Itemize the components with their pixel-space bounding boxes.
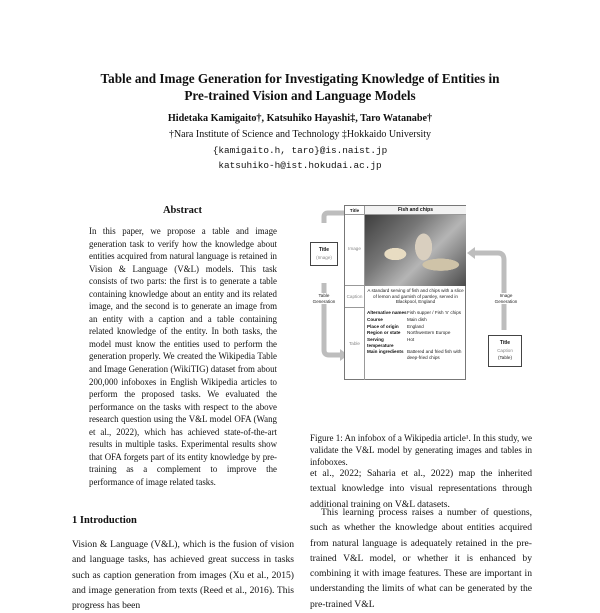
table-label: Table xyxy=(349,341,360,346)
abstract-text: In this paper, we propose a table and image generation task to verify how the knowledge about entities acquired from natural language is retained in Vision & Language (V&L) models. This task consists of two parts: the first is to generate a table containing knowledge about an entity and its related image, and the second is to generate an image from an entity with a caption and a table containing related knowledge of the entity. In both tasks, the model must know the entities used to perform the generation properly. We created the Wikipedia Table and Image Generation (WikiTIG) dataset from about 200,000 infoboxes in English Wikipedia articles to perform the proposed tasks. We evaluated the performance on the tasks with respect to the above research question using the V&L model OFA (Wang et al., 2022), which has achieved state-of-the-art results in multiple tasks. Experimental results show that OFA forgets part of its entity knowledge by pre-training as a complement to improve the performance of image related tasks. xyxy=(89,226,277,487)
infobox-row-value: Main dish xyxy=(407,316,427,322)
paper-title-line2: Pre-trained Vision and Language Models xyxy=(184,88,416,103)
infobox-table xyxy=(367,310,465,380)
infobox-row-key: Region or state xyxy=(367,330,401,336)
infobox-row-key: Serving temperature xyxy=(367,337,394,348)
affiliations: †Nara Institute of Science and Technology ‡Hokkaido University xyxy=(168,129,432,140)
abstract-heading: Abstract xyxy=(162,205,203,216)
email-line2: katsuhiko-h@ist.hokudai.ac.jp xyxy=(218,160,382,171)
infobox-row-value: Battered and fried fish with deep-fried chips xyxy=(407,349,462,360)
infobox-caption-text: A standard serving of fish and chips with a slice of lemon and garnish of parsley, served in Blackpool, England xyxy=(367,288,464,305)
infobox xyxy=(344,205,466,380)
right-box-sub2: (Table) xyxy=(497,355,513,360)
image-label: Image xyxy=(348,246,361,251)
infobox-row xyxy=(367,349,465,360)
section-heading-introduction: 1 Introduction xyxy=(72,515,137,526)
fish-and-chips-photo xyxy=(365,215,466,286)
left-box-sub: (Image) xyxy=(316,255,332,260)
infobox-row-key: Course xyxy=(367,316,383,322)
right-box-sub1: Caption xyxy=(497,348,513,353)
infobox-row xyxy=(367,317,465,322)
right-col-paragraph-1: et al., 2022; Saharia et al., 2022) map the inherited textual knowledge into visual representations through additional training on V&L datasets. xyxy=(310,468,532,510)
table-generation-label: Table Generation xyxy=(310,293,338,304)
title-label: Title xyxy=(349,208,360,213)
infobox-title: Fish and chips xyxy=(397,207,433,213)
left-box-title: Title xyxy=(318,247,330,253)
author-list: Hidetaka Kamigaito†, Katsuhiko Hayashi‡, Taro Watanabe† xyxy=(167,113,433,124)
infobox-row xyxy=(367,310,465,315)
image-generation-input-box xyxy=(488,335,522,367)
introduction-text: Vision & Language (V&L), which is the fusion of vision and language tasks, has achieved great success in tasks such as caption generation from images (Xu et al., 2015) and image generation from texts (Reed et al., 2016). This progress has been xyxy=(72,539,294,612)
infobox-row xyxy=(367,324,465,329)
infobox-row-value: Fish supper / Fish 'n' chips xyxy=(407,310,462,315)
table-generation-input-box xyxy=(310,242,338,266)
figure-1 xyxy=(310,205,532,380)
infobox-row-value: Northwestern Europe xyxy=(407,330,451,336)
infobox-row xyxy=(367,337,465,348)
infobox-row-value: Hot xyxy=(407,337,415,343)
infobox-row-key: Alternative names xyxy=(367,310,407,315)
right-col-paragraph-2: This learning process raises a number of questions, such as whether the knowledge about entities acquired from natural language is adequately retained in the pre-trained V&L model, or whether it is enhanced by combining it with image features. These are important in understanding the limits of what can be generated by the pre-trained V&L xyxy=(310,507,532,610)
infobox-row-key: Main ingredients xyxy=(367,349,404,355)
paper-title-line1: Table and Image Generation for Investigating Knowledge of Entities in xyxy=(100,71,500,86)
figure-caption: Figure 1: An infobox of a Wikipedia article¹. In this study, we validate the V&L model by generating images and tables in infoboxes. xyxy=(310,433,532,467)
infobox-row-key: Place of origin xyxy=(367,323,399,329)
infobox-row-value: England xyxy=(407,323,424,329)
right-box-title: Title xyxy=(499,340,511,346)
infobox-row xyxy=(367,330,465,335)
email-line1: {kamigaito.h, taro}@is.naist.jp xyxy=(212,145,388,156)
image-generation-label: Image Generation xyxy=(490,293,522,304)
caption-label: Caption xyxy=(346,294,363,299)
